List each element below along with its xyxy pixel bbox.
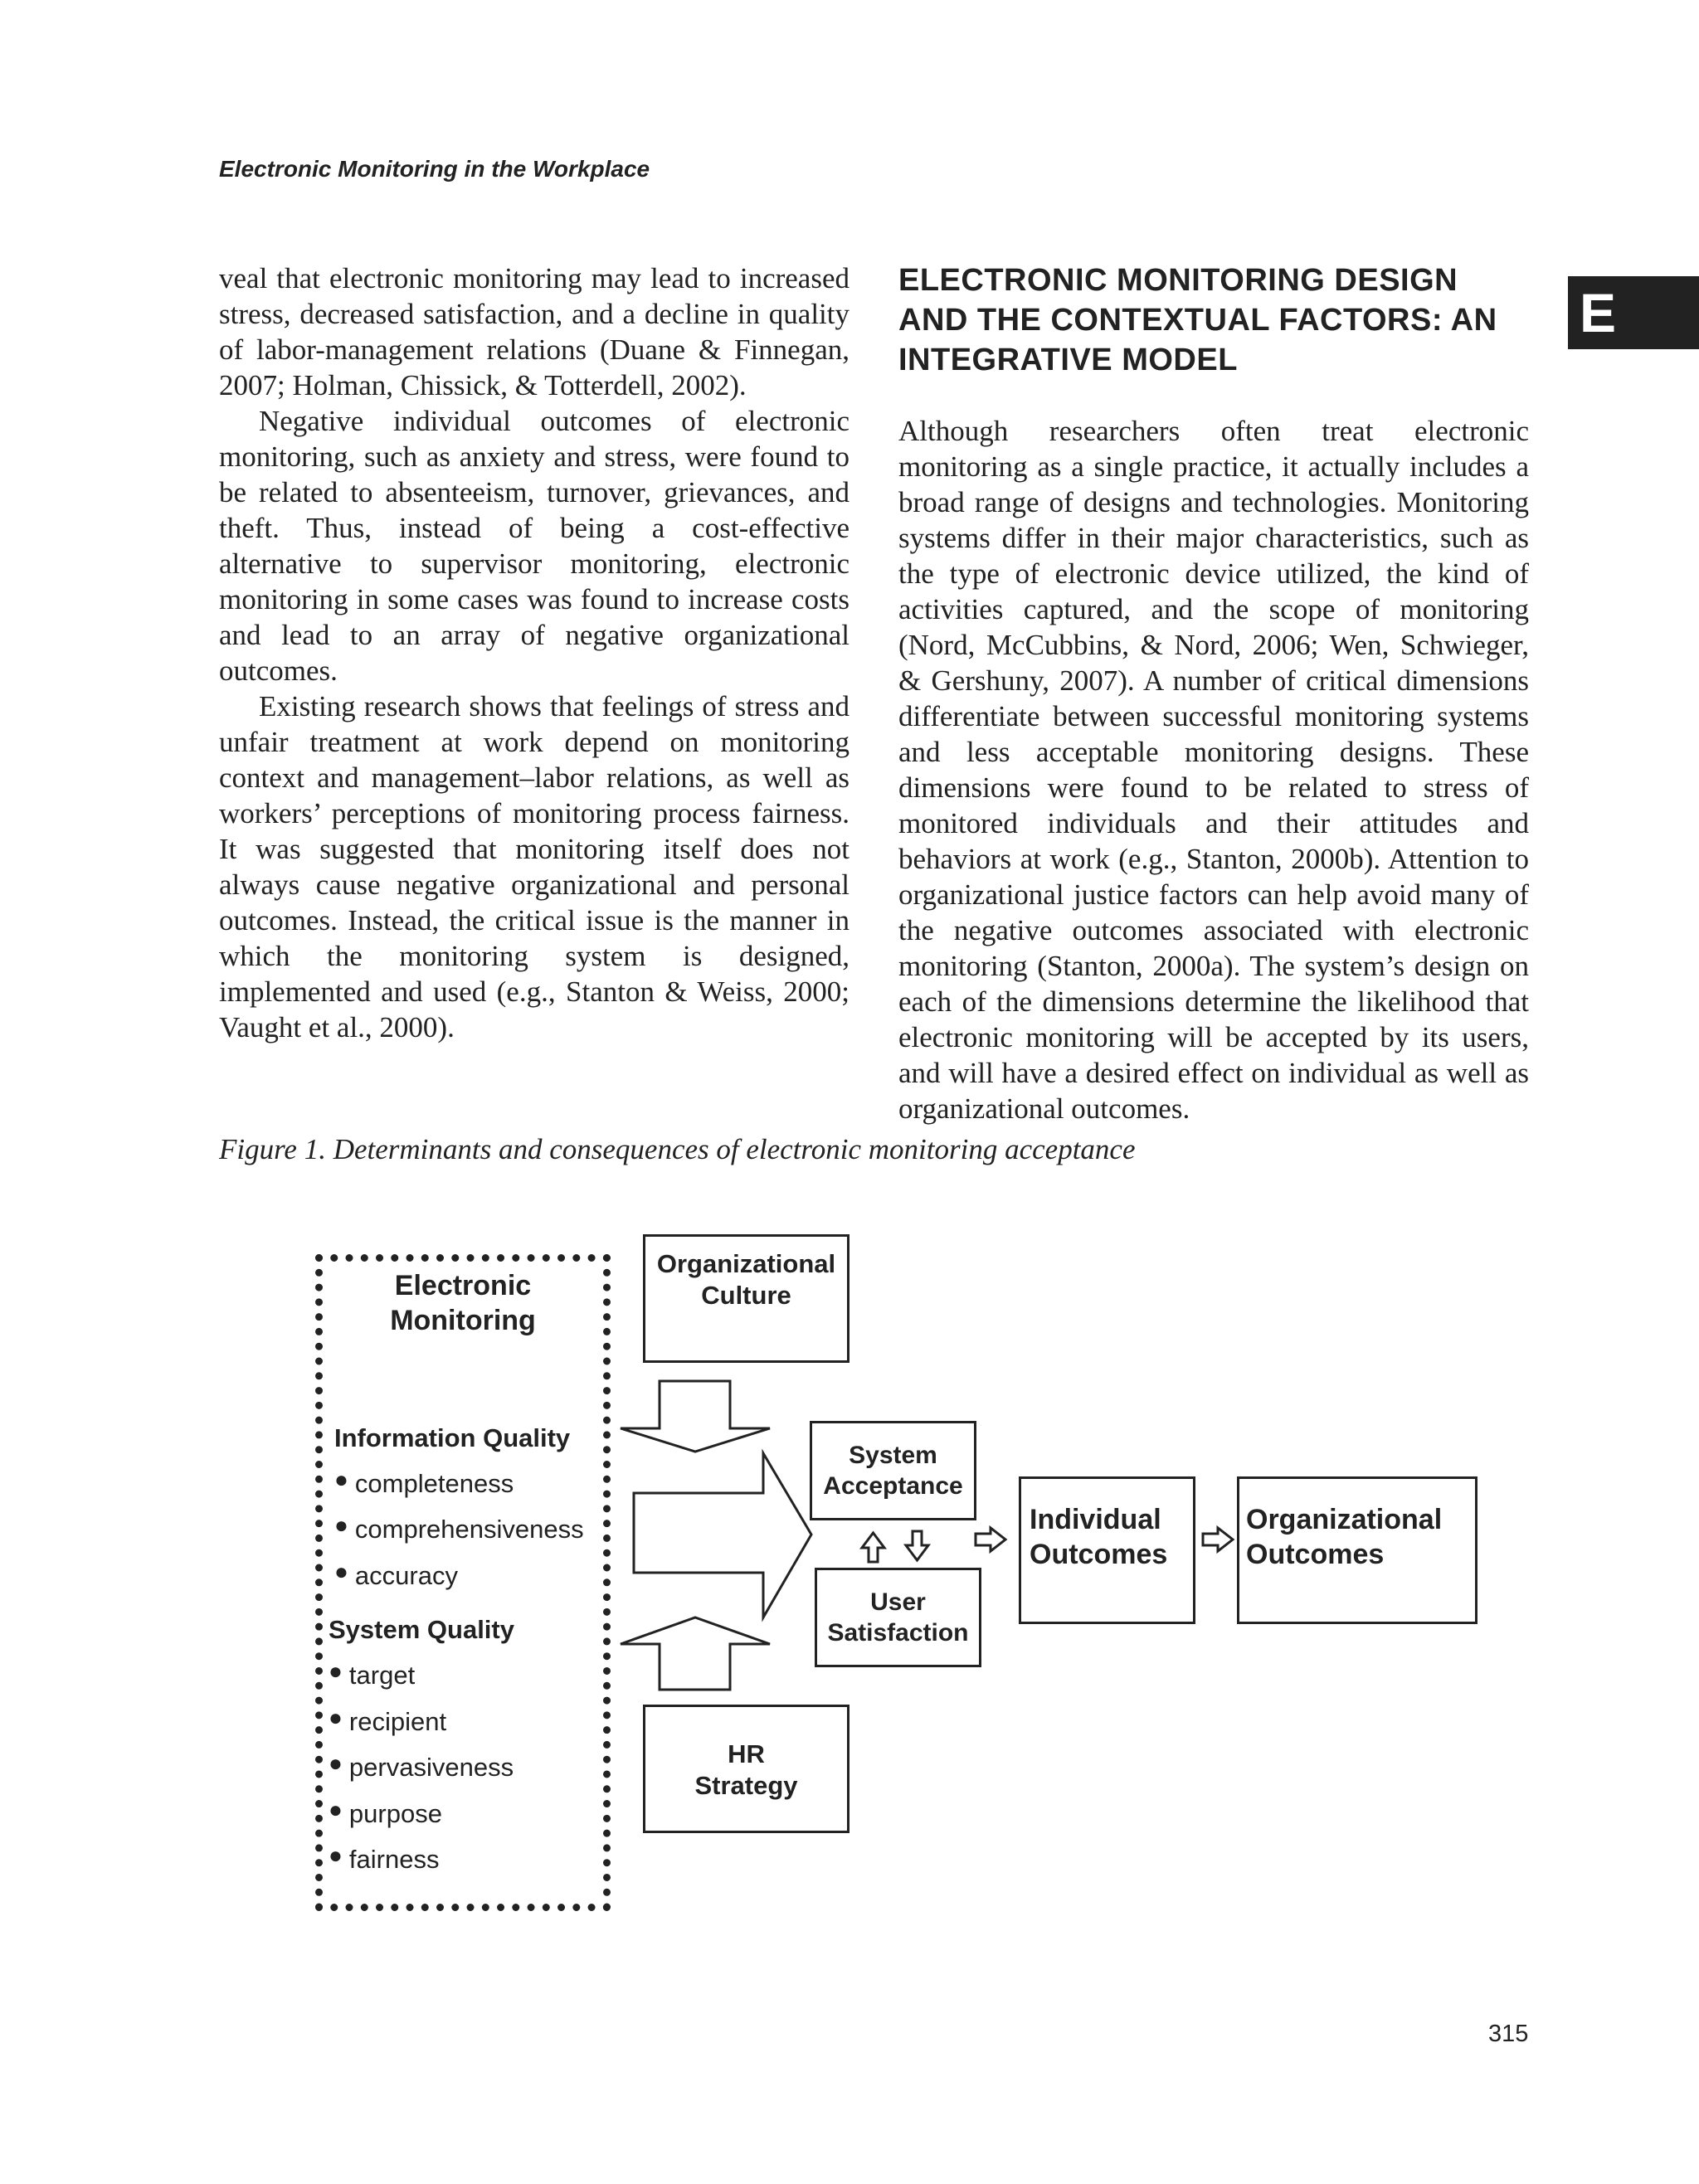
individual-outcomes-box: Individual Outcomes: [1019, 1476, 1195, 1624]
list-item: ● comprehensiveness: [334, 1512, 584, 1544]
paragraph: Existing research shows that feelings of stress and unfair treatment at work depend on monitoring context and management–labor relations, as well as workers’ perceptions of monitoring process fairness. It was suggested that monitoring itself does not always cause negative organizational and personal outcomes. Instead, the critical issue is the manner in which the monitoring system is designed, implemented and used (e.g., Stanton & Weiss, 2000; Vaught et al., 2000).: [219, 690, 850, 1043]
page-number: 315: [1488, 2021, 1529, 2047]
right-column: [898, 260, 1529, 1126]
bullet-icon: ●: [329, 1842, 343, 1868]
left-column: [219, 260, 850, 1045]
down-small-arrow: [906, 1531, 928, 1560]
organizational-culture-box: Organizational Culture: [643, 1234, 850, 1363]
paragraph: Although researchers often treat electronic monitoring as a single practice, it actually includes a broad range of designs and technologies. Monitoring systems differ in their major characteristics, such as the type of electronic device utilized, the kind of activities captured, and the scope of monitoring (Nord, McCubbins, & Nord, 2006; Wen, Schwieger, & Gershuny, 2007). A number of critical dimensions differentiate between successful monitoring systems and less acceptable monitoring designs. These dimensions were found to be related to stress of monitored individuals and their attitudes and behaviors at work (e.g., Stanton, 2000b). Attention to organizational justice factors can help avoid many of the negative outcomes associated with electronic monitoring (Stanton, 2000a). The system’s design on each of the dimensions determine the likelihood that electronic monitoring will be accepted by its users, and will have a desired effect on individual as well as organizational outcomes.: [898, 415, 1529, 1125]
culture-down-arrow: [621, 1381, 770, 1452]
info-quality-label: Information Quality: [334, 1423, 571, 1452]
list-item: ● fairness: [329, 1842, 440, 1874]
bullet-icon: ●: [334, 1559, 348, 1584]
list-item: ● accuracy: [334, 1559, 458, 1590]
em-title: Electronic Monitoring: [390, 1270, 536, 1336]
bullet-icon: ●: [334, 1467, 348, 1492]
bullet-icon: ●: [329, 1750, 343, 1776]
bullet-icon: ●: [329, 1797, 343, 1822]
section-heading: ELECTRONIC MONITORING DESIGN AND THE CONTEXTUAL FACTORS: AN INTEGRATIVE MODEL: [898, 263, 1497, 377]
user-satisfaction-box: User Satisfaction: [815, 1568, 981, 1667]
organizational-outcomes-box: Organizational Outcomes: [1237, 1476, 1477, 1624]
electronic-monitoring-box: [315, 1254, 611, 1911]
em-right-arrow: [634, 1453, 811, 1617]
individual-right-arrow: [1203, 1528, 1233, 1551]
paragraph: Negative individual outcomes of electronic monitoring, such as anxiety and stress, were found to be related to absenteeism, turnover, grievances, and theft. Thus, instead of being a cost-effective alternative to supervisor monitoring, electronic monitoring in some cases was found to increase costs and lead to an array of negative organizational outcomes.: [219, 405, 850, 687]
system-quality-label: System Quality: [329, 1615, 514, 1644]
bullet-icon: ●: [334, 1512, 348, 1538]
list-item: ● completeness: [334, 1467, 514, 1498]
paragraph: veal that electronic monitoring may lead to increased stress, decreased satisfaction, and a decline in quality of labor-management relations (Duane & Finnegan, 2007; Holman, Chissick, & Totterdell, 2002).: [219, 262, 850, 401]
hr-up-arrow: [621, 1617, 770, 1690]
list-item: ● pervasiveness: [329, 1750, 514, 1782]
acceptance-right-arrow: [976, 1528, 1005, 1551]
list-item: ● target: [329, 1658, 416, 1690]
figure-caption: Figure 1. Determinants and consequences of electronic monitoring acceptance: [219, 1133, 1136, 1165]
hr-strategy-box: HR Strategy: [643, 1705, 850, 1833]
list-item: ● purpose: [329, 1797, 442, 1828]
running-head: Electronic Monitoring in the Workplace: [219, 156, 650, 182]
bullet-icon: ●: [329, 1705, 343, 1730]
section-tab-marker: E: [1568, 276, 1699, 349]
system-acceptance-box: System Acceptance: [810, 1421, 976, 1520]
bullet-icon: ●: [329, 1658, 343, 1684]
list-item: ● recipient: [329, 1705, 447, 1736]
up-small-arrow: [862, 1533, 884, 1562]
